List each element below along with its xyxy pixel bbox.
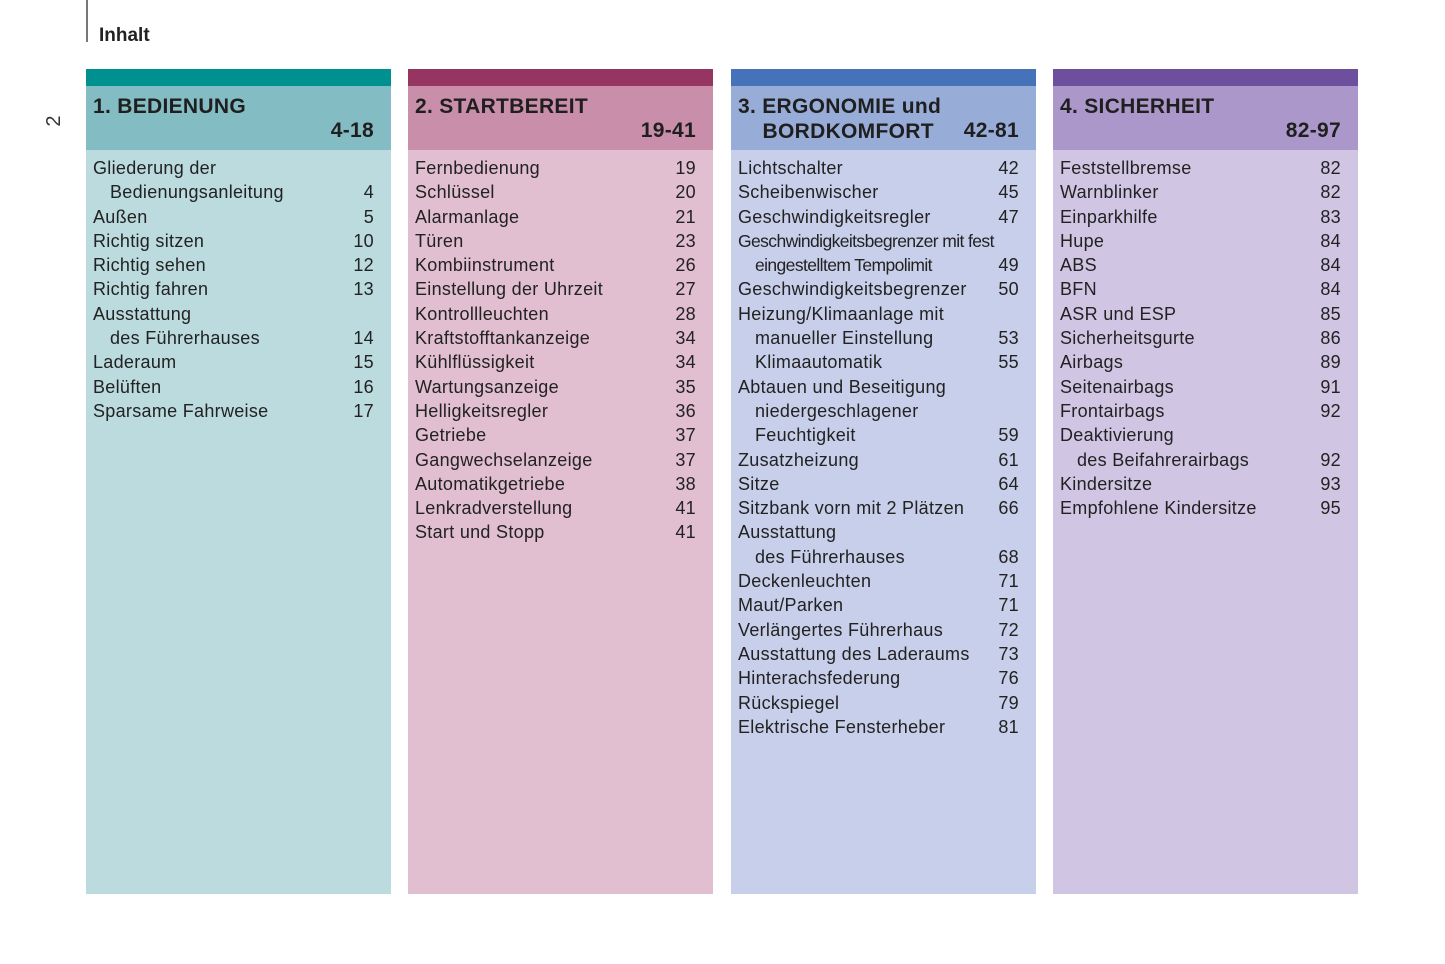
toc-entry-label: Kraftstofftankanzeige <box>415 328 591 349</box>
toc-entry-label: Getriebe <box>415 425 487 446</box>
section-bedienung <box>86 69 391 894</box>
toc-entry-page: 37 <box>675 449 696 470</box>
toc-entry[interactable] <box>738 253 1019 277</box>
toc-entry-page: 71 <box>998 571 1019 592</box>
toc-entry-label: Geschwindigkeitsbegrenzer mit fest <box>738 230 994 251</box>
toc-entry-page: 84 <box>1320 230 1341 251</box>
toc-entry-label: Maut/Parken <box>738 595 844 616</box>
toc-entry-page: 64 <box>998 473 1019 494</box>
toc-entry-label: Feststellbremse <box>1060 158 1192 178</box>
toc-entry-label: des Führerhauses <box>110 328 260 349</box>
toc-entry-page: 37 <box>675 425 696 446</box>
toc-entry-label: Alarmanlage <box>415 206 520 227</box>
toc-entry-page: 26 <box>675 255 696 276</box>
toc-entry[interactable] <box>738 593 1019 617</box>
toc-entry-label: Kontrollleuchten <box>415 303 549 324</box>
toc-entry-label: Seitenairbags <box>1060 376 1174 397</box>
toc-entry[interactable] <box>1060 156 1341 180</box>
toc-entry[interactable] <box>738 448 1019 472</box>
toc-entry[interactable] <box>93 229 374 253</box>
toc-entry[interactable] <box>415 205 696 229</box>
toc-entry-label: Kindersitze <box>1060 473 1153 494</box>
toc-entry-label: Heizung/Klimaanlage mit <box>738 303 944 324</box>
toc-entry-label: Ausstattung <box>93 303 192 324</box>
toc-entry-label: Lichtschalter <box>738 158 843 178</box>
toc-entry-page: 14 <box>353 328 374 349</box>
toc-entry[interactable] <box>738 691 1019 715</box>
toc-entry-label: Start und Stopp <box>415 522 545 543</box>
toc-entry[interactable] <box>93 350 374 374</box>
section-header <box>1053 86 1358 150</box>
toc-entry-label: eingestelltem Tempolimit <box>755 255 932 276</box>
toc-entry[interactable] <box>415 156 696 180</box>
toc-entry-label: Sparsame Fahrweise <box>93 400 269 421</box>
toc-entry-label: Klimaautomatik <box>755 352 883 373</box>
section-color-strip <box>731 69 1036 86</box>
toc-entry[interactable] <box>93 302 374 326</box>
toc-entry-page: 49 <box>998 255 1019 276</box>
toc-entry-label: Richtig sehen <box>93 255 206 276</box>
toc-entry-page: 45 <box>998 182 1019 203</box>
toc-entry-page: 20 <box>675 182 696 203</box>
toc-entry-page: 10 <box>353 230 374 251</box>
toc-entry-label: Abtauen und Beseitigung <box>738 376 947 397</box>
toc-entry-label: Sitze <box>738 473 780 494</box>
section-color-strip <box>86 69 391 86</box>
toc-entry[interactable] <box>738 642 1019 666</box>
section-sicherheit <box>1053 69 1358 894</box>
toc-entry-page: 15 <box>353 352 374 373</box>
entry-list <box>408 150 713 545</box>
toc-entry-page: 4 <box>363 182 374 203</box>
toc-entry[interactable] <box>415 472 696 496</box>
section-page-range: 82-97 <box>1285 119 1341 142</box>
section-body <box>1053 150 1358 894</box>
toc-entry-label: Helligkeitsregler <box>415 400 549 421</box>
toc-entry[interactable] <box>738 180 1019 204</box>
section-color-strip <box>408 69 713 86</box>
toc-entry[interactable] <box>738 715 1019 739</box>
toc-entry-page: 19 <box>675 158 696 178</box>
toc-entry-page: 91 <box>1320 376 1341 397</box>
section-page-range: 42-81 <box>963 119 1019 142</box>
toc-entry-page: 71 <box>998 595 1019 616</box>
toc-entry[interactable] <box>415 520 696 544</box>
toc-entry-label: Feuchtigkeit <box>755 425 856 446</box>
toc-entry-label: Rückspiegel <box>738 692 840 713</box>
toc-entry[interactable] <box>738 545 1019 569</box>
toc-entry-label: Sicherheitsgurte <box>1060 328 1195 349</box>
toc-entry-label: ASR und ESP <box>1060 303 1177 324</box>
toc-entry-page: 92 <box>1320 400 1341 421</box>
section-page-range: 4-18 <box>330 119 374 142</box>
toc-entry-label: Türen <box>415 230 464 251</box>
toc-entry-label: Ausstattung des Laderaums <box>738 643 970 664</box>
toc-entry-label: BFN <box>1060 279 1097 300</box>
toc-entry[interactable] <box>1060 302 1341 326</box>
section-title: 4. SICHERHEIT <box>1060 95 1215 118</box>
section-title: 1. BEDIENUNG <box>93 95 246 118</box>
section-body <box>731 150 1036 894</box>
toc-entry-label: Einstellung der Uhrzeit <box>415 279 603 300</box>
section-ergonomie-bordkomfort <box>731 69 1036 894</box>
toc-entry-page: 92 <box>1320 449 1341 470</box>
toc-entry-page: 13 <box>353 279 374 300</box>
toc-entry-page: 95 <box>1320 498 1341 519</box>
toc-entry-page: 34 <box>675 352 696 373</box>
toc-entry-label: Hinterachsfederung <box>738 668 901 689</box>
toc-entry[interactable] <box>738 472 1019 496</box>
toc-entry[interactable] <box>738 156 1019 180</box>
toc-entry-page: 27 <box>675 279 696 300</box>
toc-entry-page: 83 <box>1320 206 1341 227</box>
section-title: 2. STARTBEREIT <box>415 95 588 118</box>
toc-entry[interactable] <box>738 618 1019 642</box>
toc-entry-label: Empfohlene Kindersitze <box>1060 498 1257 519</box>
toc-entry[interactable] <box>93 156 374 180</box>
toc-entry[interactable] <box>1060 448 1341 472</box>
toc-entry-label: Hupe <box>1060 230 1105 251</box>
toc-entry-page: 93 <box>1320 473 1341 494</box>
toc-entry-page: 38 <box>675 473 696 494</box>
toc-entry[interactable] <box>1060 277 1341 301</box>
toc-entry-page: 84 <box>1320 279 1341 300</box>
toc-entry[interactable] <box>415 229 696 253</box>
page-number: 2 <box>43 115 65 127</box>
toc-entry[interactable] <box>415 180 696 204</box>
page-title: Inhalt <box>99 25 150 46</box>
toc-entry-page: 84 <box>1320 255 1341 276</box>
toc-entry-label: niedergeschlagener <box>755 400 919 421</box>
toc-entry-label: Fernbedienung <box>415 158 540 178</box>
toc-entry-label: des Führerhauses <box>755 546 905 567</box>
toc-entry[interactable] <box>415 375 696 399</box>
toc-entry-label: Laderaum <box>93 352 177 373</box>
toc-entry-label: Geschwindigkeitsbegrenzer <box>738 279 967 300</box>
toc-entry[interactable] <box>738 375 1019 399</box>
toc-entry-page: 68 <box>998 546 1019 567</box>
toc-entry-label: Gangwechselanzeige <box>415 449 593 470</box>
toc-entry-page: 79 <box>998 692 1019 713</box>
header-rule <box>86 0 88 42</box>
toc-entry-page: 61 <box>998 449 1019 470</box>
toc-entry-label: Deaktivierung <box>1060 425 1174 446</box>
toc-entry[interactable] <box>93 277 374 301</box>
section-title: 3. ERGONOMIE und BORDKOMFORT <box>738 95 942 143</box>
toc-entry-label: Sitzbank vorn mit 2 Plätzen <box>738 498 965 519</box>
toc-entry[interactable] <box>415 326 696 350</box>
toc-entry-label: Richtig sitzen <box>93 230 205 251</box>
toc-entry-label: Ausstattung <box>738 522 837 543</box>
toc-entry-label: Kühlflüssigkeit <box>415 352 535 373</box>
toc-entry-page: 81 <box>998 716 1019 737</box>
toc-entry[interactable] <box>738 229 1019 253</box>
toc-entry[interactable] <box>1060 375 1341 399</box>
entry-list <box>86 150 391 423</box>
toc-entry[interactable] <box>415 423 696 447</box>
toc-entry[interactable] <box>1060 350 1341 374</box>
toc-entry-label: Elektrische Fensterheber <box>738 716 946 737</box>
toc-entry-label: Richtig fahren <box>93 279 209 300</box>
toc-entry[interactable] <box>93 253 374 277</box>
toc-entry-page: 50 <box>998 279 1019 300</box>
toc-entry-page: 23 <box>675 230 696 251</box>
toc-entry[interactable] <box>93 205 374 229</box>
toc-entry-page: 73 <box>998 643 1019 664</box>
toc-entry-label: Deckenleuchten <box>738 571 872 592</box>
toc-entry-page: 21 <box>675 206 696 227</box>
toc-entry-label: Automatikgetriebe <box>415 473 566 494</box>
toc-entry[interactable] <box>1060 423 1341 447</box>
toc-entry[interactable] <box>415 350 696 374</box>
toc-entry[interactable] <box>1060 253 1341 277</box>
toc-entry-label: Einparkhilfe <box>1060 206 1158 227</box>
toc-entry[interactable] <box>93 399 374 423</box>
toc-entry-label: Frontairbags <box>1060 400 1165 421</box>
toc-entry-page: 59 <box>998 425 1019 446</box>
toc-entry-page: 53 <box>998 328 1019 349</box>
entry-list <box>731 150 1036 739</box>
toc-entry-label: Airbags <box>1060 352 1124 373</box>
toc-entry-label: Schlüssel <box>415 182 495 203</box>
toc-entry[interactable] <box>738 496 1019 520</box>
toc-entry-page: 85 <box>1320 303 1341 324</box>
toc-entry[interactable] <box>1060 205 1341 229</box>
toc-entry-page: 5 <box>363 206 374 227</box>
toc-entry-label: Belüften <box>93 376 162 397</box>
toc-entry[interactable] <box>738 399 1019 423</box>
section-header <box>408 86 713 150</box>
toc-entry-page: 66 <box>998 498 1019 519</box>
section-body <box>86 150 391 894</box>
toc-entry-page: 28 <box>675 303 696 324</box>
toc-entry[interactable] <box>415 253 696 277</box>
toc-entry[interactable] <box>415 496 696 520</box>
entry-list <box>1053 150 1358 520</box>
toc-entry-label: Außen <box>93 206 148 227</box>
toc-entry-page: 89 <box>1320 352 1341 373</box>
toc-entry[interactable] <box>415 277 696 301</box>
section-startbereit <box>408 69 713 894</box>
toc-entry-page: 41 <box>675 498 696 519</box>
toc-entry[interactable] <box>738 569 1019 593</box>
toc-entry[interactable] <box>1060 326 1341 350</box>
toc-entry[interactable] <box>738 205 1019 229</box>
section-header <box>731 86 1036 150</box>
toc-entry[interactable] <box>1060 496 1341 520</box>
toc-entry[interactable] <box>415 302 696 326</box>
toc-entry[interactable] <box>415 448 696 472</box>
toc-entry-page: 42 <box>998 158 1019 178</box>
toc-entry-label: Lenkradverstellung <box>415 498 573 519</box>
toc-entry-label: Zusatzheizung <box>738 449 859 470</box>
toc-entry[interactable] <box>738 326 1019 350</box>
toc-entry-page: 86 <box>1320 328 1341 349</box>
toc-entry[interactable] <box>1060 180 1341 204</box>
toc-entry-label: manueller Einstellung <box>755 328 934 349</box>
toc-entry-label: Wartungsanzeige <box>415 376 559 397</box>
toc-entry[interactable] <box>1060 472 1341 496</box>
toc-entry-page: 76 <box>998 668 1019 689</box>
toc-entry-label: des Beifahrerairbags <box>1077 449 1250 470</box>
toc-entry-label: Gliederung der <box>93 158 217 178</box>
toc-entry-page: 82 <box>1320 158 1341 178</box>
toc-entry[interactable] <box>1060 399 1341 423</box>
toc-entry[interactable] <box>93 180 374 204</box>
toc-entry-label: Verlängertes Führerhaus <box>738 619 944 640</box>
toc-entry-page: 17 <box>353 400 374 421</box>
toc-entry-label: Geschwindigkeitsregler <box>738 206 931 227</box>
toc-entry[interactable] <box>738 277 1019 301</box>
section-color-strip <box>1053 69 1358 86</box>
toc-entry[interactable] <box>1060 229 1341 253</box>
section-page-range: 19-41 <box>640 119 696 142</box>
toc-entry-page: 12 <box>353 255 374 276</box>
toc-entry-label: Kombiinstrument <box>415 255 555 276</box>
toc-entry-page: 34 <box>675 328 696 349</box>
toc-entry-page: 47 <box>998 206 1019 227</box>
toc-entry-page: 55 <box>998 352 1019 373</box>
toc-entry[interactable] <box>415 399 696 423</box>
toc-entry-page: 41 <box>675 522 696 543</box>
toc-entry[interactable] <box>738 302 1019 326</box>
toc-entry-page: 82 <box>1320 182 1341 203</box>
toc-entry-label: Warnblinker <box>1060 182 1159 203</box>
toc-entry[interactable] <box>93 375 374 399</box>
toc-entry[interactable] <box>738 666 1019 690</box>
toc-entry-label: Bedienungsanleitung <box>110 182 284 203</box>
section-header <box>86 86 391 150</box>
toc-entry-label: Scheibenwischer <box>738 182 879 203</box>
toc-entry-page: 16 <box>353 376 374 397</box>
toc-entry-label: ABS <box>1060 255 1097 276</box>
toc-entry-page: 36 <box>675 400 696 421</box>
toc-entry[interactable] <box>738 423 1019 447</box>
toc-entry[interactable] <box>738 520 1019 544</box>
toc-entry[interactable] <box>738 350 1019 374</box>
toc-entry-page: 72 <box>998 619 1019 640</box>
toc-entry-page: 35 <box>675 376 696 397</box>
section-body <box>408 150 713 894</box>
toc-entry[interactable] <box>93 326 374 350</box>
